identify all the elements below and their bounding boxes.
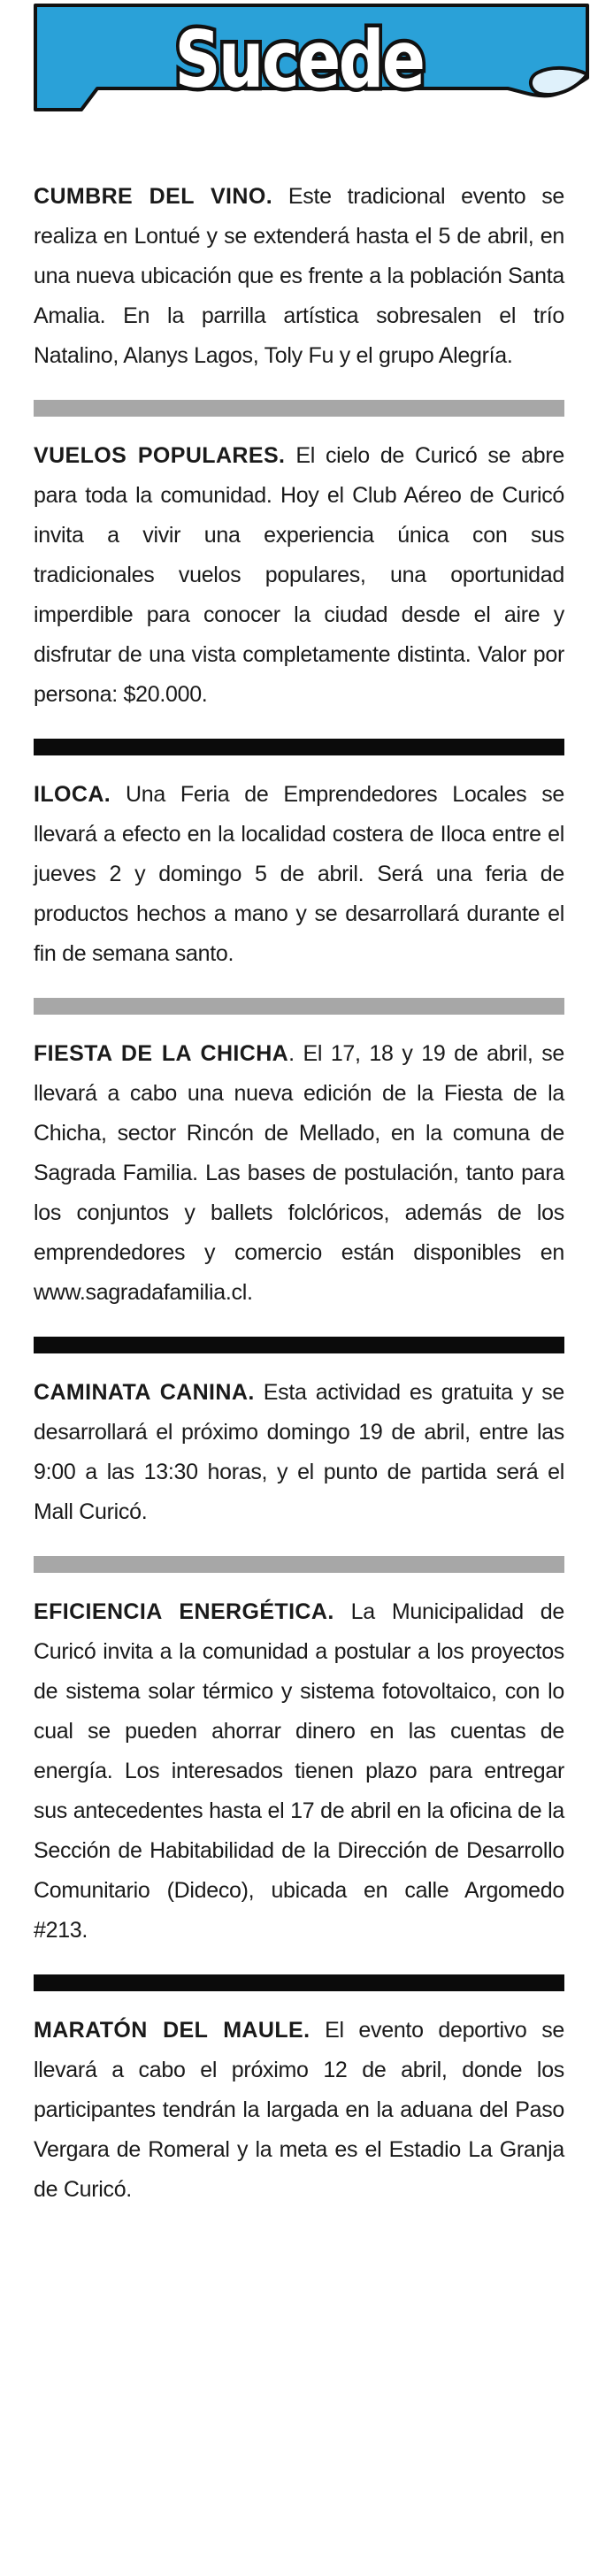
separator-black [34, 1974, 564, 1991]
news-item-title: FIESTA DE LA CHICHA [34, 1041, 289, 1066]
news-item-body: Este tradicional evento se realiza en Lontué y se extenderá hasta el 5 de abril, en una nueva ubicación que es frente a la población Santa Amalia. En la parrilla artística sobresalen el trío Natalino, Alanys Lagos, Toly Fu y el grupo Alegría. [34, 184, 564, 368]
news-item-title: ILOCA. [34, 782, 111, 807]
news-item-iloca [34, 775, 564, 974]
news-item-text [34, 436, 564, 715]
news-item-title: CUMBRE DEL VINO. [34, 184, 273, 209]
separator-black [34, 1337, 564, 1353]
news-item-maraton-del-maule [34, 2011, 564, 2210]
news-item-vuelos-populares [34, 436, 564, 715]
news-item-title: VUELOS POPULARES. [34, 443, 286, 468]
separator-gray [34, 1556, 564, 1573]
news-item-text [34, 177, 564, 376]
news-item-body: La Municipalidad de Curicó invita a la comunidad a postular a los proyectos de sistema solar térmico y sistema fotovoltaico, con lo cual se pueden ahorrar dinero en las cuentas de energía. Los interesados tienen plazo para entregar sus antecedentes hasta el 17 de abril en la oficina de la Sección de Habitabilidad de la Dirección de Desarrollo Comunitario (Dideco), ubicada en calle Argomedo #213. [34, 1599, 565, 1943]
news-item-caminata-canina [34, 1373, 564, 1532]
news-item-body: El evento deportivo se llevará a cabo el próximo 12 de abril, donde los participantes tendrán la largada en la aduana del Paso Vergara de Romeral y la meta es el Estadio La Granja de Curicó. [34, 2018, 564, 2202]
news-item-fiesta-de-la-chicha [34, 1034, 564, 1313]
news-item-text [34, 1034, 564, 1313]
news-item-text [34, 1373, 564, 1532]
news-item-cumbre-del-vino [34, 177, 564, 376]
header-title: Sucede [174, 14, 424, 105]
news-item-body: Una Feria de Emprendedores Locales se llevará a efecto en la localidad costera de Iloca entre el jueves 2 y domingo 5 de abril. Será una feria de productos hechos a mano y se desarrollará durante el fin de semana santo. [34, 782, 564, 966]
news-item-text [34, 775, 564, 974]
news-item-body: El cielo de Curicó se abre para toda la comunidad. Hoy el Club Aéreo de Curicó invita a vivir una experiencia única con sus tradicionales vuelos populares, una oportunidad imperdible para conocer la ciudad desde el aire y disfrutar de una vista completamente distinta. Valor por persona: $20.000. [34, 443, 564, 707]
news-item-eficiencia-energetica [34, 1592, 564, 1951]
news-item-body: Esta actividad es gratuita y se desarrollará el próximo domingo 19 de abril, entre las 9:00 a las 13:30 horas, y el punto de partida será el Mall Curicó. [34, 1380, 565, 1524]
separator-gray [34, 998, 564, 1015]
news-item-title: MARATÓN DEL MAULE. [34, 2018, 310, 2043]
separator-black [34, 739, 564, 755]
news-item-text [34, 2011, 564, 2210]
news-list [34, 177, 564, 2210]
news-item-text [34, 1592, 564, 1951]
news-item-title: CAMINATA CANINA. [34, 1380, 255, 1405]
section-header [0, 0, 598, 133]
news-item-body: . El 17, 18 y 19 de abril, se llevará a cabo una nueva edición de la Fiesta de la Chicha, sector Rincón de Mellado, en la comuna de Sagrada Familia. Las bases de postulación, tanto para los conjuntos y ballets folclóricos, además de los emprendedores y comercio están disponibles en www.sagradafamilia.cl. [34, 1041, 564, 1305]
news-item-title: EFICIENCIA ENERGÉTICA. [34, 1599, 334, 1624]
separator-gray [34, 400, 564, 417]
